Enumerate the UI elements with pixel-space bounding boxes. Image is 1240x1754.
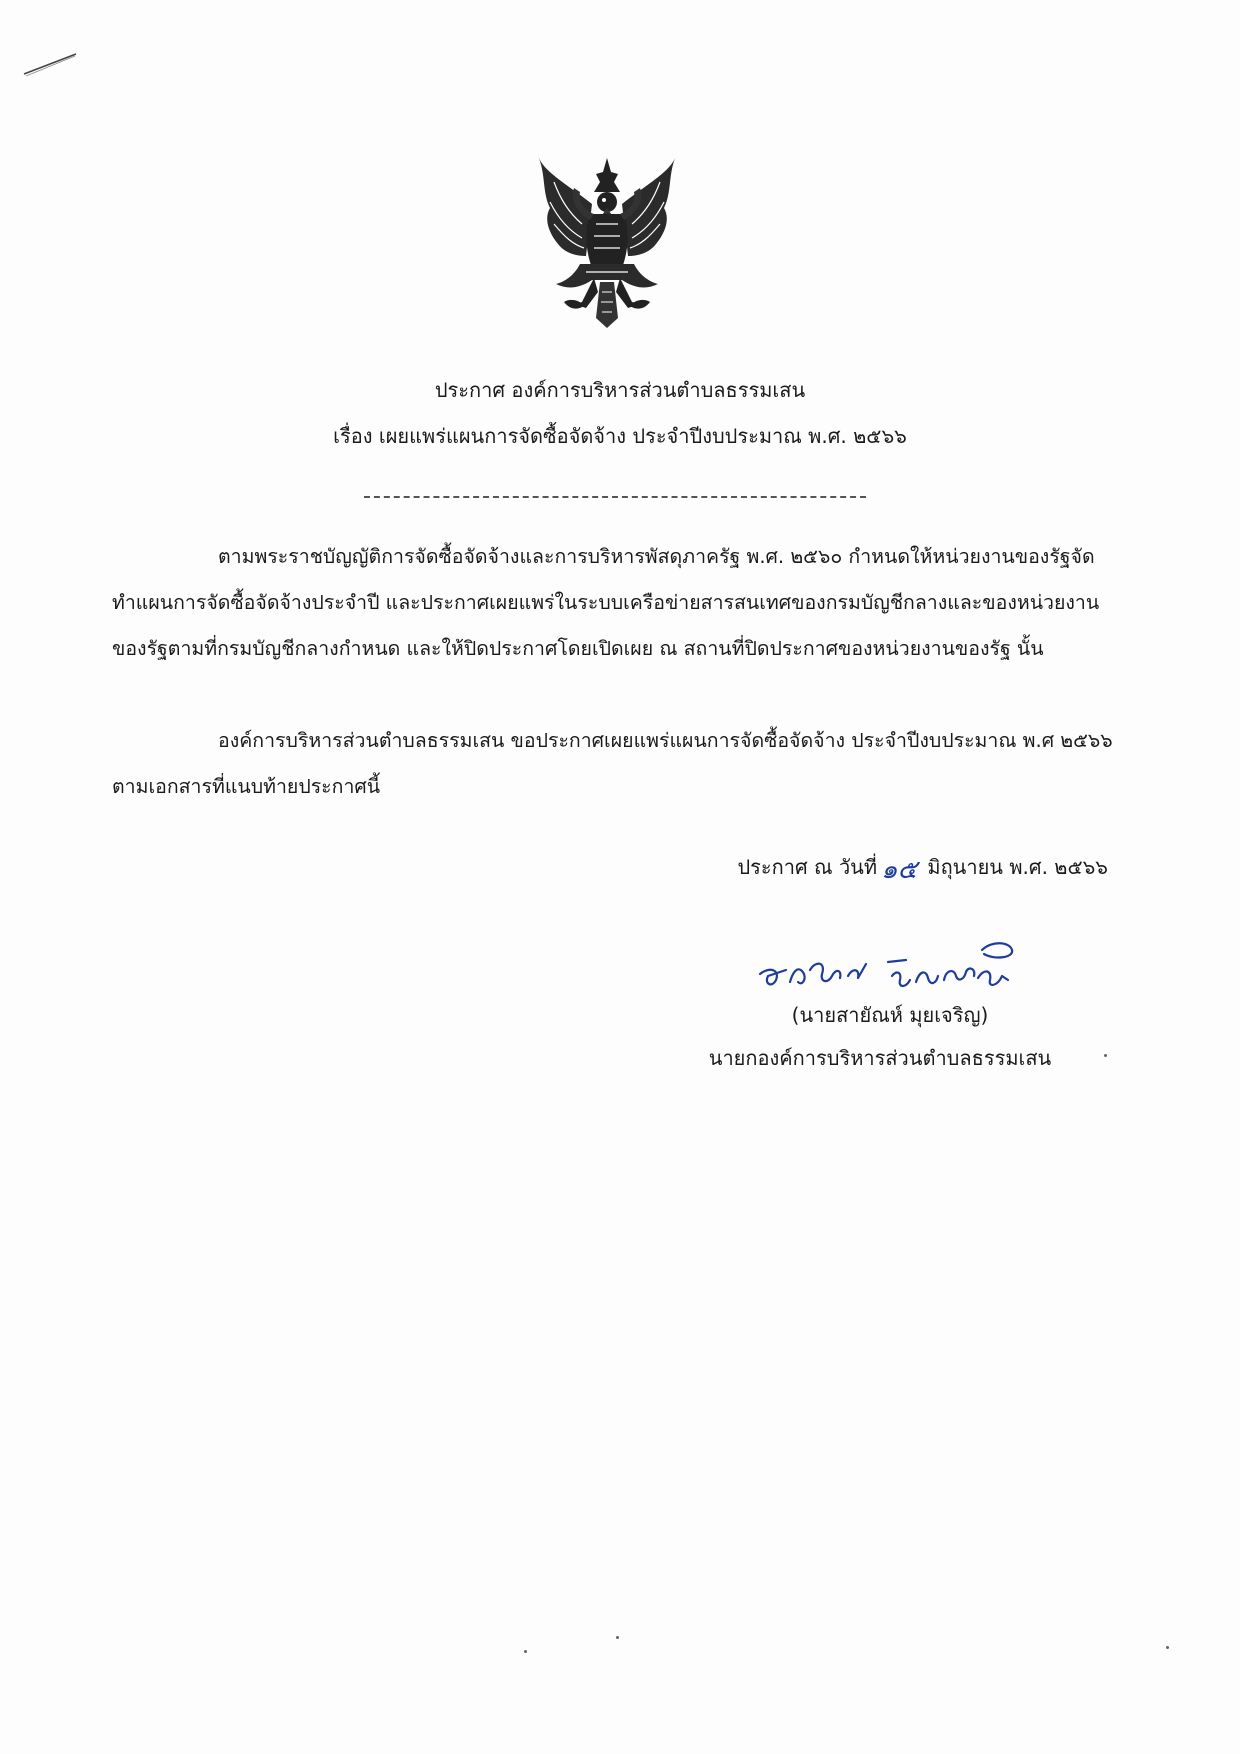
body-paragraph-1: ตามพระราชบัญญัติการจัดซื้อจัดจ้างและการบริหารพัสดุภาครัฐ พ.ศ. ๒๕๖๐ กำหนดให้หน่วยงานของรัฐจัดทำแผนการจัดซื้อจัดจ้างประจำปี และประกาศเผยแพร่ในระบบเครือข่ายสารสนเทศของกรมบัญชีกลางและของหน่วยงานของรัฐตามที่กรมบัญชีกลางกำหนด และให้ปิดประกาศโดยเปิดเผย ณ สถานที่ปิดประกาศของหน่วยงานของรัฐ นั้น bbox=[112, 545, 1100, 660]
scan-speck bbox=[524, 1650, 527, 1653]
date-suffix: มิถุนายน พ.ศ. ๒๕๖๖ bbox=[921, 855, 1108, 879]
body-paragraph-2: องค์การบริหารส่วนตำบลธรรมเสน ขอประกาศเผยแพร่แผนการจัดซื้อจัดจ้าง ประจำปีงบประมาณ พ.ศ ๒๕๖๖ ตามเอกสารที่แนบท้ายประกาศนี้ bbox=[112, 729, 1113, 798]
dashed-divider bbox=[364, 496, 866, 498]
handwritten-signature bbox=[756, 930, 1056, 1000]
scan-speck bbox=[1104, 1054, 1107, 1057]
date-day-handwritten: ๑๕ bbox=[880, 855, 918, 885]
announcement-title: ประกาศ องค์การบริหารส่วนตำบลธรรมเสน bbox=[434, 378, 806, 402]
scan-speck bbox=[1166, 1646, 1169, 1649]
garuda-emblem-icon bbox=[534, 152, 680, 330]
pen-stroke-mark bbox=[20, 50, 80, 80]
signer-title: นายกองค์การบริหารส่วนตำบลธรรมเสน bbox=[708, 1046, 1052, 1070]
signer-name: (นายสายัณห์ มุยเจริญ) bbox=[791, 1003, 989, 1027]
date-prefix: ประกาศ ณ วันที่ bbox=[737, 855, 878, 879]
scan-speck bbox=[616, 1636, 619, 1639]
announcement-subject: เรื่อง เผยแพร่แผนการจัดซื้อจัดจ้าง ประจำปีงบประมาณ พ.ศ. ๒๕๖๖ bbox=[333, 424, 907, 448]
announcement-date bbox=[600, 852, 1108, 885]
